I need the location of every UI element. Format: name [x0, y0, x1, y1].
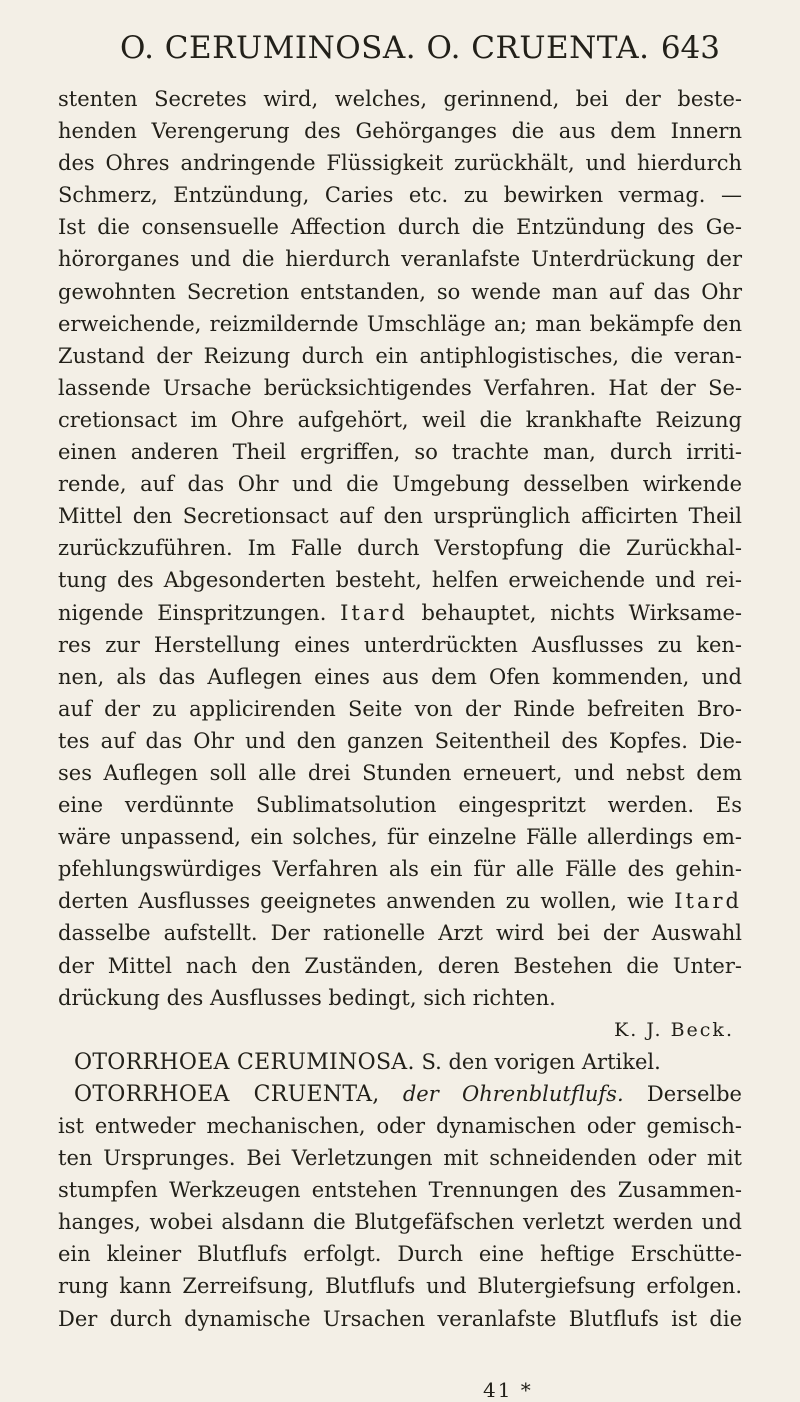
text-line: rung kann Zerreifsung, Blutflufs und Blutergiefsung erfolgen. [58, 1274, 742, 1299]
entry-text: S. den vorigen Artikel. [421, 1049, 661, 1074]
author-name-emphasis: Itard [674, 889, 742, 914]
text-line: stenten Secretes wird, welches, gerinnend, bei der beste- [58, 87, 742, 111]
text-line: Mittel den Secretionsact auf den ursprünglich afficirten Theil [58, 504, 742, 529]
text-line: cretionsact im Ohre aufgehört, weil die krankhafte Reizung [58, 407, 742, 432]
text-line: derten Ausflusses geeignetes anwenden zu wollen, wie Itard [58, 889, 742, 914]
text-line: pfehlungswürdiges Verfahren als ein für alle Fälle des gehin- [58, 857, 742, 882]
text-line: ses Auflegen soll alle drei Stunden erneuert, und nebst dem [58, 760, 742, 785]
text-line: auf der zu applicirenden Seite von der Rinde befreiten Bro- [58, 696, 742, 721]
author-name-emphasis: Itard [340, 600, 408, 625]
running-title: O. CERUMINOSA. O. CRUENTA. [120, 30, 650, 66]
text-line: lassende Ursache berücksichtigendes Verfahren. Hat der Se- [58, 375, 742, 400]
text-line: ist entweder mechanischen, oder dynamischen oder gemisch- [58, 1114, 742, 1138]
entry-heading: OTORRHOEA CRUENTA, [74, 1081, 380, 1107]
signature-mark: 41 * [483, 1378, 533, 1402]
text-line: tung des Abgesonderten besteht, helfen erweichende und rei- [58, 568, 742, 593]
text-line: Der durch dynamische Ursachen veranlafste Blutflufs ist die [58, 1306, 742, 1331]
text-line: eine verdünnte Sublimatsolution eingespritzt werden. Es [58, 793, 742, 818]
entry-heading: OTORRHOEA CERUMINOSA. [74, 1049, 415, 1075]
text-line: hörorganes und die hierdurch veranlafste Unterdrückung der [58, 247, 742, 272]
text-line: wäre unpassend, ein solches, für einzelne Fälle allerdings em- [58, 825, 742, 850]
author-signature: K. J. Beck. [614, 1018, 734, 1041]
text-line: nigende Einspritzungen. Itard behauptet, nichts Wirksame- [58, 600, 742, 625]
running-header [120, 30, 720, 70]
text-line: henden Verengerung des Gehörganges die aus dem Innern [58, 119, 742, 144]
text-line: Ist die consensuelle Affection durch die Entzündung des Ge- [58, 215, 742, 240]
entry-ceruminosa [58, 1046, 742, 1078]
text-line: einen anderen Theil ergriffen, so trachte man, durch irriti- [58, 440, 742, 465]
entry-german-term: der Ohrenblutflufs. [402, 1081, 624, 1106]
text-line: zurückzuführen. Im Falle durch Verstopfung die Zurückhal- [58, 536, 742, 561]
body-text [58, 83, 742, 1335]
text-line: ten Ursprunges. Bei Verletzungen mit schneidenden oder mit [58, 1146, 742, 1171]
text-line: drückung des Ausflusses bedingt, sich richten. [58, 985, 556, 1010]
entry-text: Derselbe [646, 1081, 742, 1106]
text-line: rende, auf das Ohr und die Umgebung desselben wirkende [58, 472, 742, 497]
text-line: Schmerz, Entzündung, Caries etc. zu bewirken vermag. — [58, 183, 742, 208]
text-line: nen, als das Auflegen eines aus dem Ofen kommenden, und [58, 664, 742, 689]
text-line: hanges, wobei alsdann die Blutgefäfschen verletzt werden und [58, 1210, 742, 1235]
page-number: 643 [660, 30, 720, 66]
text-line: res zur Herstellung eines unterdrückten Ausflusses zu ken- [58, 632, 742, 657]
text-line: dasselbe aufstellt. Der rationelle Arzt wird bei der Auswahl [58, 921, 742, 946]
text-line: der Mittel nach den Zuständen, deren Bestehen die Unter- [58, 953, 742, 978]
text-line: stumpfen Werkzeugen entstehen Trennungen des Zusammen- [58, 1178, 742, 1203]
entry-cruenta [58, 1078, 742, 1110]
text-line: Zustand der Reizung durch ein antiphlogistisches, die veran- [58, 343, 742, 368]
text-line: gewohnten Secretion entstanden, so wende man auf das Ohr [58, 279, 742, 304]
text-line: ein kleiner Blutflufs erfolgt. Durch eine heftige Erschütte- [58, 1242, 742, 1267]
text-line: erweichende, reizmildernde Umschläge an; man bekämpfe den [58, 311, 742, 336]
text-line: des Ohres andringende Flüssigkeit zurückhält, und hierdurch [58, 151, 742, 176]
text-line: tes auf das Ohr und den ganzen Seitentheil des Kopfes. Die- [58, 728, 742, 753]
